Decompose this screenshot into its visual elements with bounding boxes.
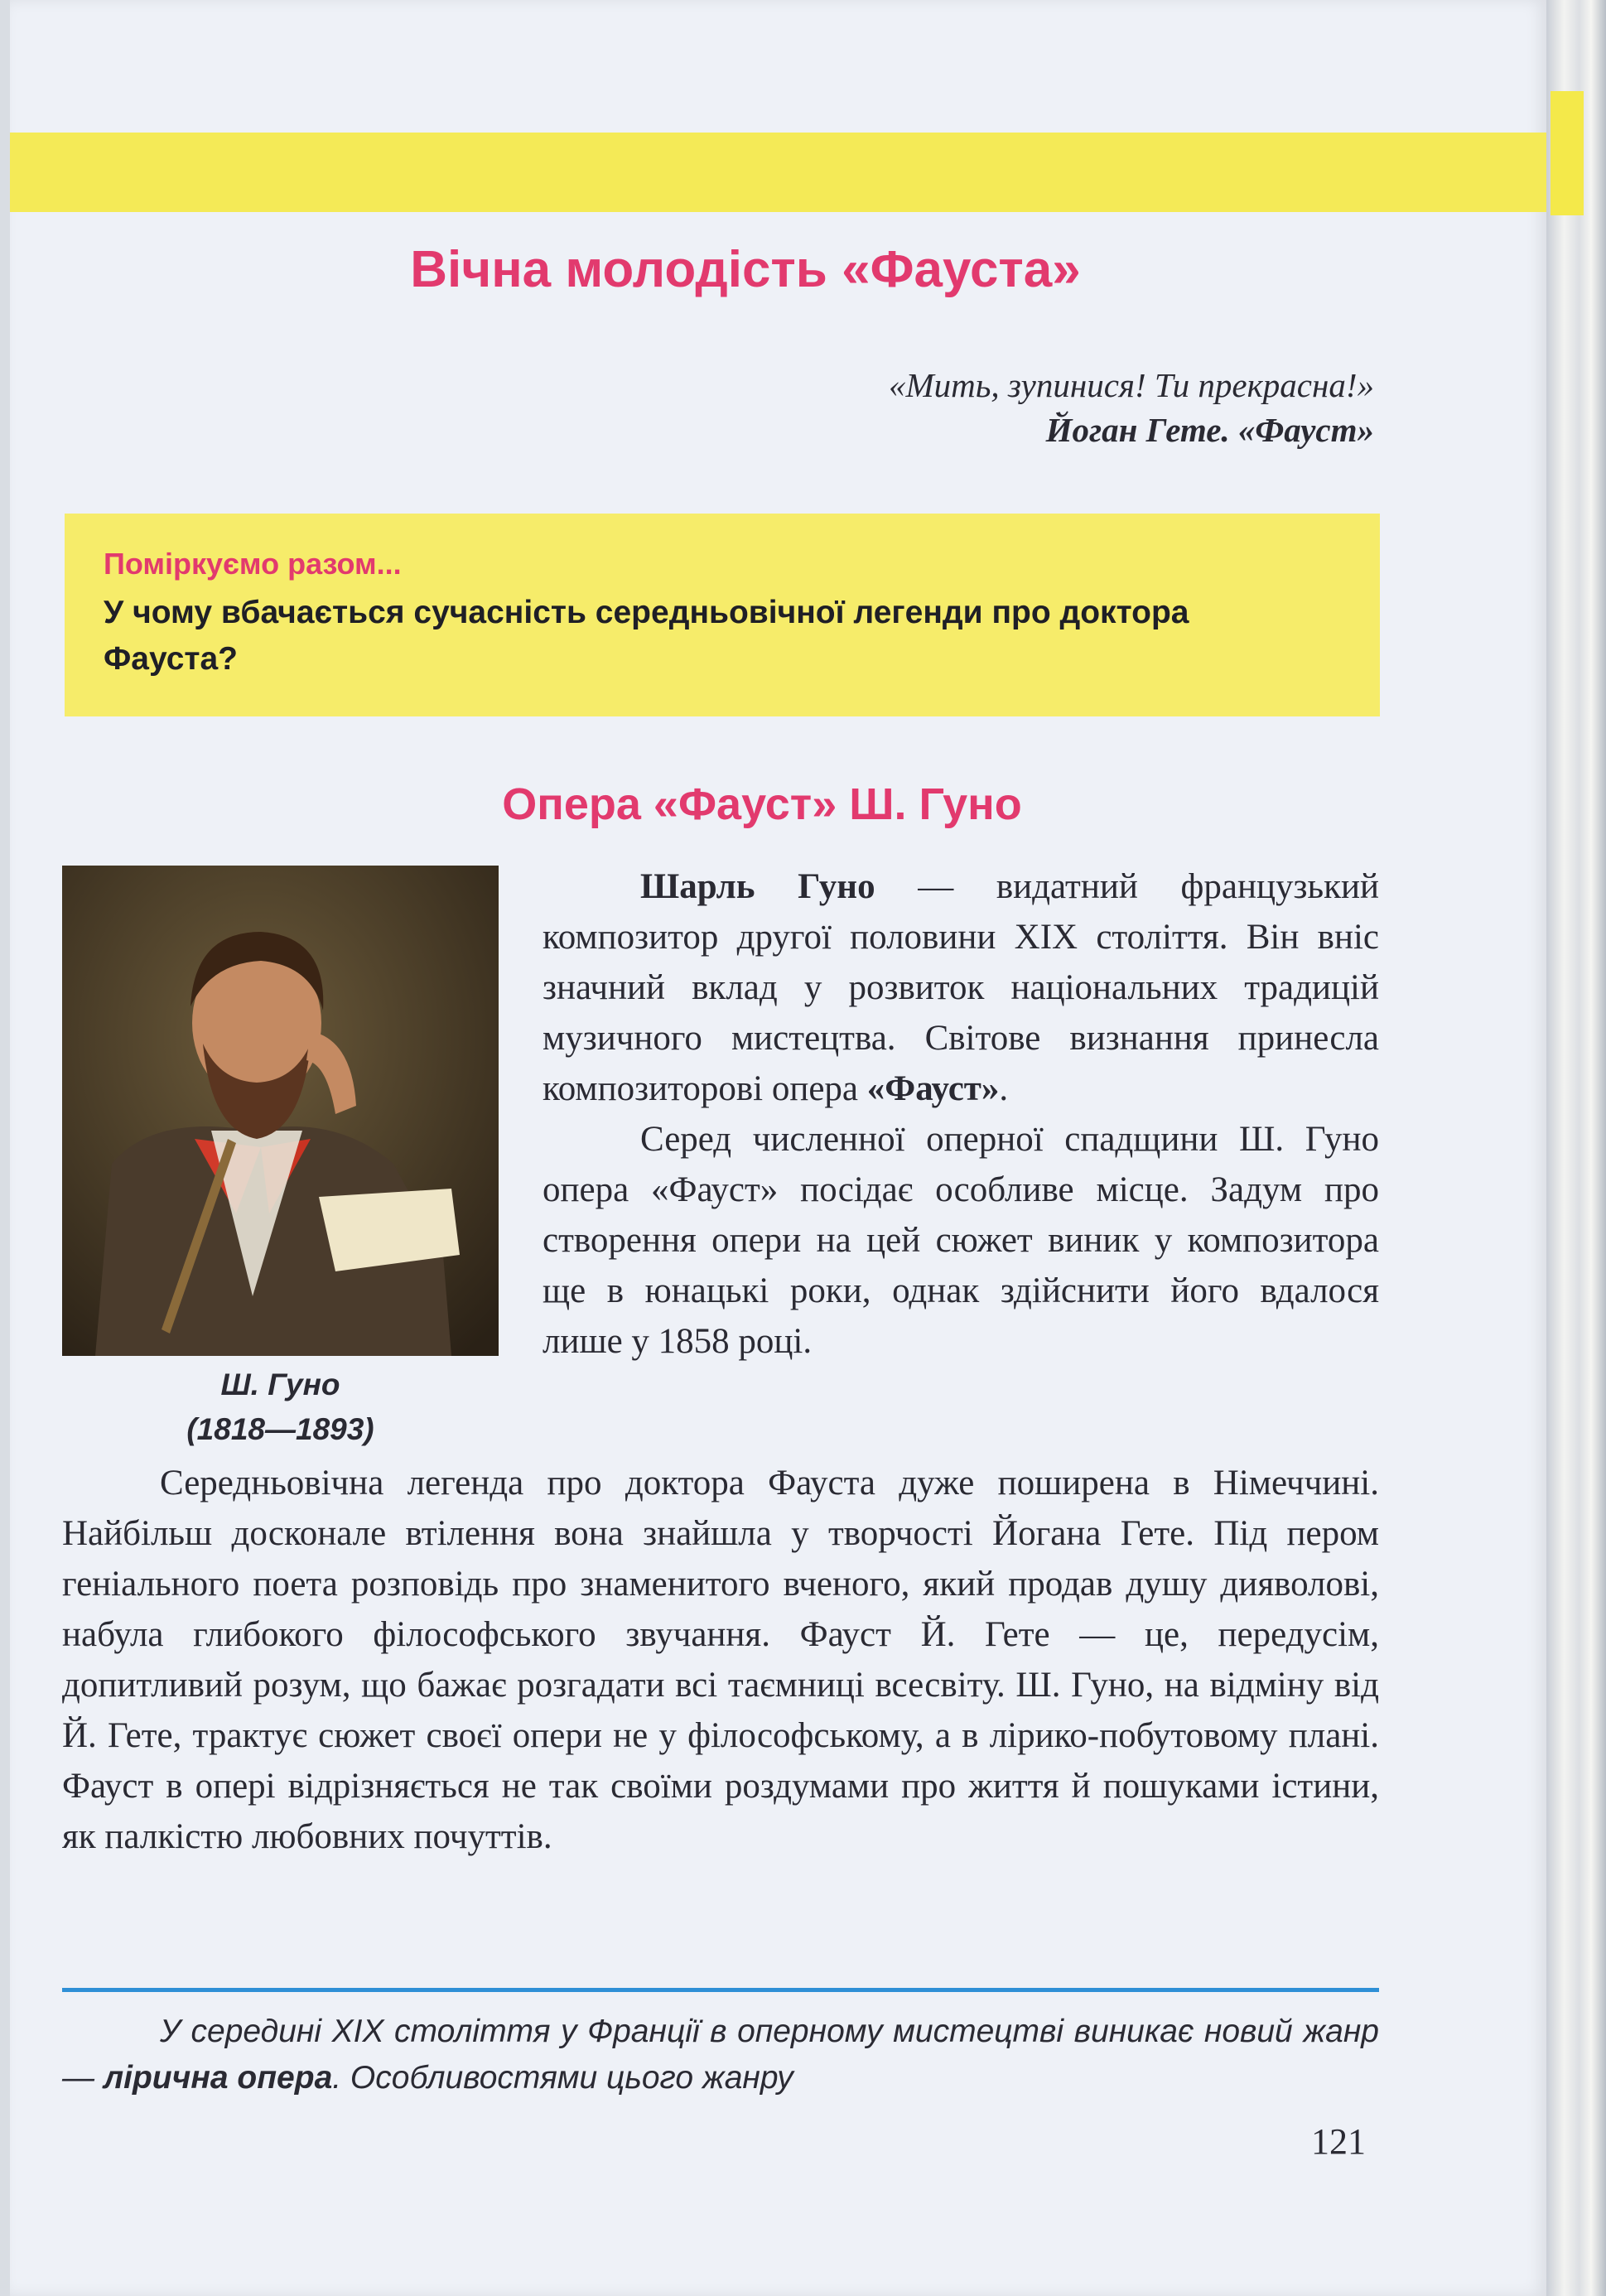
caption-name: Ш. Гуно bbox=[220, 1367, 340, 1401]
section-title: Опера «Фауст» Ш. Гуно bbox=[502, 779, 1022, 829]
page-edge bbox=[1546, 0, 1606, 2296]
edge-marker bbox=[1551, 91, 1584, 215]
page-title: Вічна молодість «Фауста» bbox=[410, 241, 1081, 298]
note-text: У середині XIX століття у Франції в оперному мистецтві виникає новий жанр — лірична опера. Особливостями цього жанру bbox=[62, 2014, 1379, 2096]
divider-line bbox=[62, 1988, 1379, 1992]
note-term: лірична опера bbox=[103, 2060, 333, 2096]
portrait-caption bbox=[62, 1363, 499, 1452]
epigraph bbox=[889, 363, 1374, 452]
header-band bbox=[10, 133, 1546, 212]
caption-years: (1818—1893) bbox=[186, 1412, 374, 1446]
intro-column bbox=[543, 861, 1379, 1367]
gounod-portrait bbox=[62, 866, 499, 1356]
paragraph-1: Шарль Гуно — видатний французький композитор другої половини XIX століття. Він вніс значний вклад у розвиток національних традицій музичного мистецтва. Світове визнання принесла композиторові опера «Фауст». bbox=[543, 867, 1379, 1108]
page-number: 121 bbox=[1311, 2121, 1366, 2162]
opera-title: «Фауст» bbox=[866, 1069, 1000, 1108]
epigraph-author: Йоган Гете. «Фауст» bbox=[1045, 411, 1374, 449]
composer-name: Шарль Гуно bbox=[640, 867, 875, 906]
paragraph-3: Середньовічна легенда про доктора Фауста дуже поширена в Німеччині. Найбільш досконале втілення вона знайшла у творчості Йогана Гете. Під пером геніального поета розповідь про знаменитого вченого, який продав душу дияволові, набула глибокого філософського звучання. Фауст Й. Гете — це, передусім, допитливий розум, що бажає розгадати всі таємниці всесвіту. Ш. Гуно, на відміну від Й. Гете, трактує сюжет своєї опери не у філософському, а в лірико-побутовому плані. Фауст в опері відрізняється не так своїми роздумами про життя й пошуками істини, як палкістю любовних почуттів. bbox=[62, 1464, 1379, 1856]
paragraph-2: Серед численної оперної спадщини Ш. Гуно опера «Фауст» посідає особливе місце. Задум про створення опери на цей сюжет виник у композитора ще в юнацькі роки, однак здійснити його вдалося лише у 1858 році. bbox=[543, 1120, 1379, 1361]
think-together-label: Поміркуємо разом... bbox=[104, 547, 402, 581]
main-text bbox=[62, 1458, 1379, 1862]
think-together-question: У чому вбачається сучасність середньовічної легенди про доктора Фауста? bbox=[104, 595, 1189, 677]
epigraph-quote: «Мить, зупинися! Ти прекрасна!» bbox=[889, 366, 1374, 404]
